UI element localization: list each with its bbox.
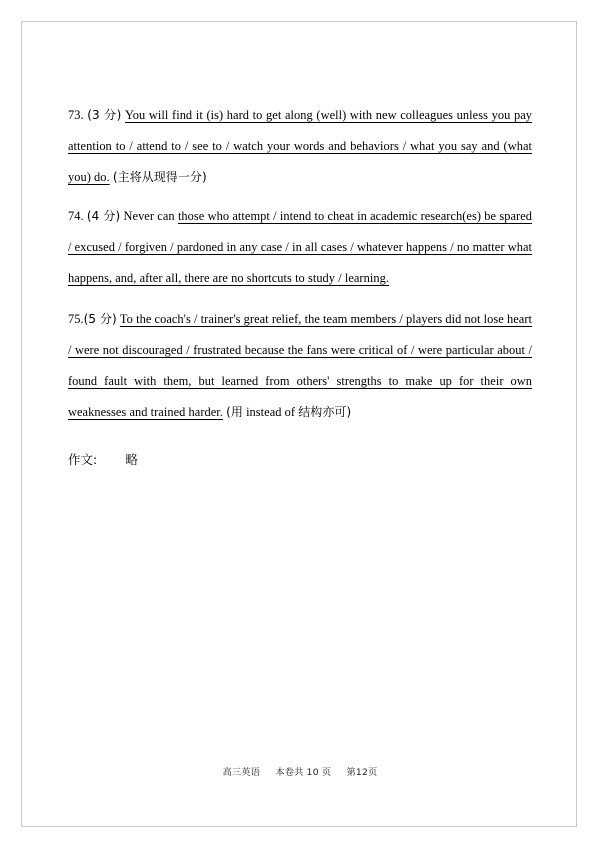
footer-total-pages: 本卷共 10 页: [275, 767, 332, 778]
item-number-73: 73.: [68, 108, 84, 122]
footer-page-number: 第12页: [346, 767, 378, 778]
item-answer-75: To the coach's / trainer's great relief, the team members / players did not lose heart / were not discouraged / frustrated because the fans were critical of / were particular about / found fault with them, but learned from others' strengths to make up for their own weaknesses and trained harder.: [68, 312, 532, 419]
item-lead-74: Never can: [123, 209, 175, 223]
item-note-73: (主将从现得一分): [112, 170, 207, 184]
writing-value: 略: [125, 452, 138, 467]
answer-item-73: [68, 100, 532, 193]
item-number-75: 75.: [68, 312, 84, 326]
item-answer-73: You will find it (is) hard to get along (well) with new colleagues unless you pay attention to / attend to / see to / watch your words and behaviors / what you say and (what you) do.: [68, 108, 532, 184]
item-note-75-cn: 结构亦可): [298, 405, 352, 419]
item-marks-73: (3 分): [87, 108, 122, 122]
writing-section: [68, 446, 532, 474]
footer-subject: 高三英语: [222, 767, 261, 778]
item-note-75-open: (用: [226, 405, 243, 419]
answer-item-75: [68, 304, 532, 428]
writing-label: 作文:: [68, 452, 98, 467]
page-footer: [0, 764, 600, 778]
item-answer-74: those who attempt / intend to cheat in academic research(es) be spared / excused / forgiven / pardoned in any case / in all cases / whatever happens / no matter what happens, and, after all, there are no shortcuts to study / learning.: [68, 209, 532, 285]
item-number-74: 74.: [68, 209, 84, 223]
item-marks-74: (4 分): [86, 209, 121, 223]
document-content: [68, 100, 532, 474]
item-note-75-text: instead of: [246, 405, 296, 419]
item-marks-75: (5 分): [83, 312, 117, 326]
answer-item-74: [68, 201, 532, 294]
